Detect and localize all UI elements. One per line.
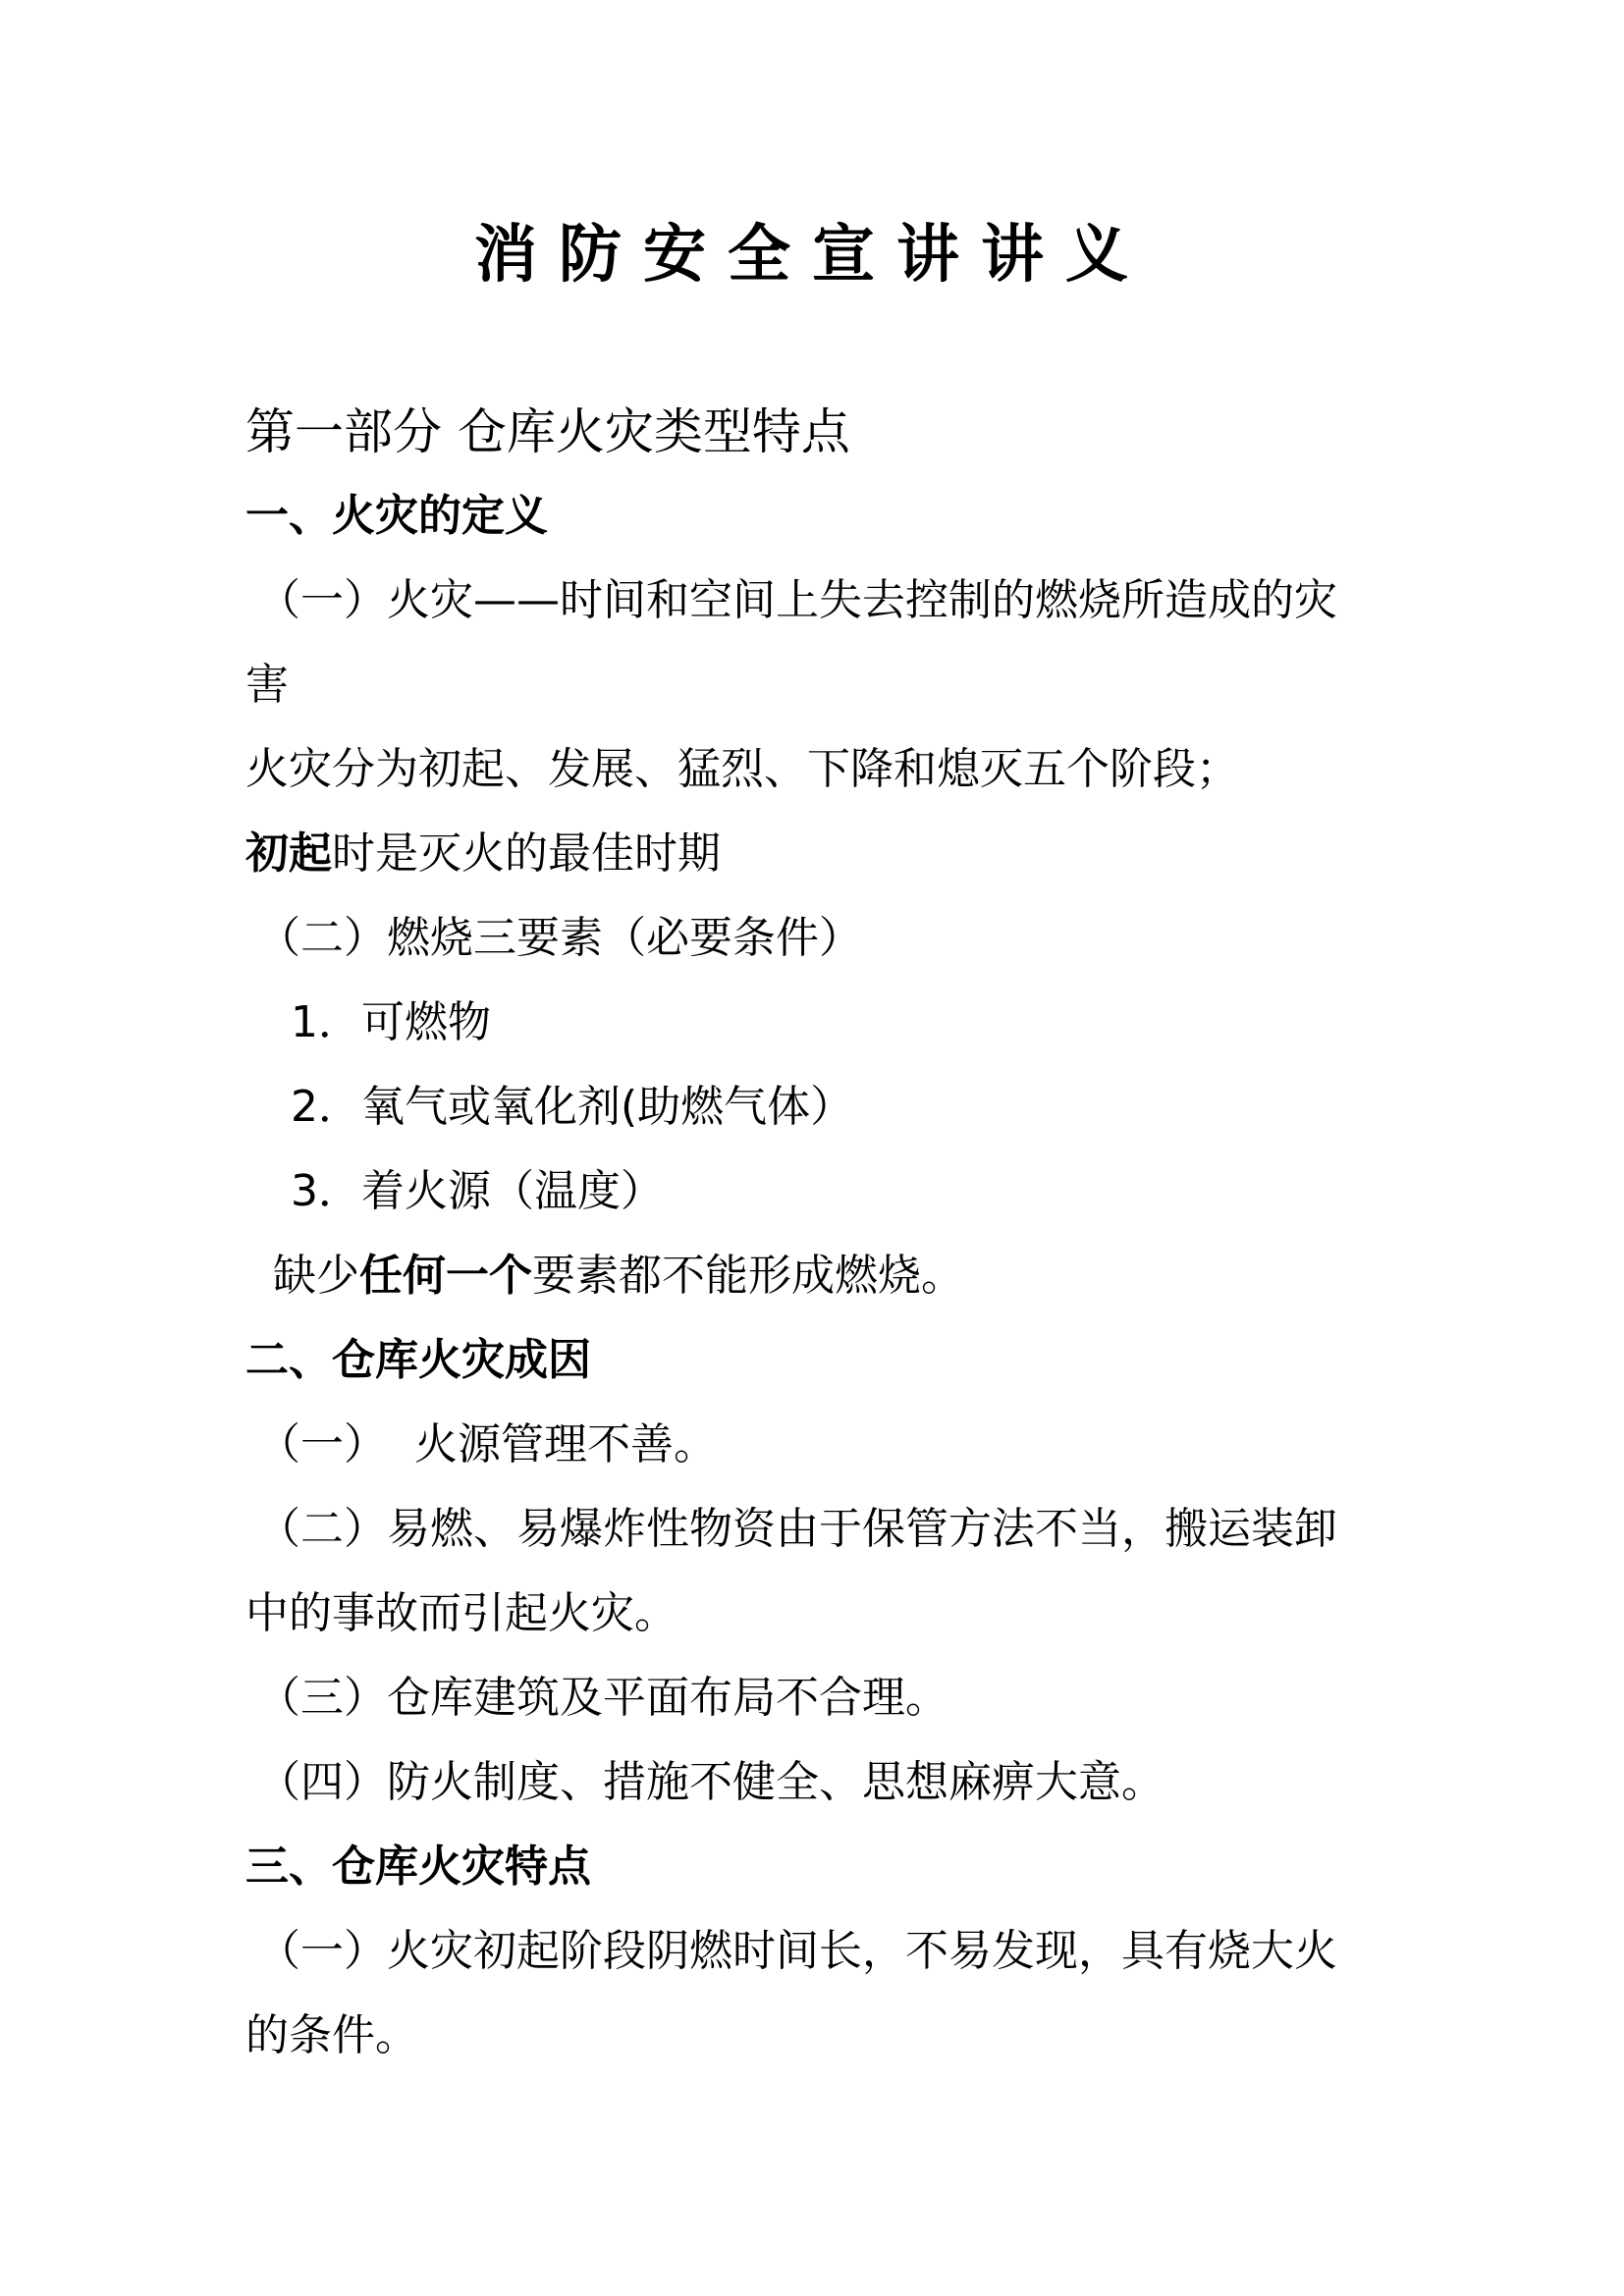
- emphasis-any-one: 任何一个: [359, 1251, 532, 1301]
- paragraph-fire-definition-line2: 害: [245, 660, 289, 710]
- document-title: 消防安全宣讲讲义: [474, 219, 1150, 292]
- section-heading-characteristics: 三、仓库火灾特点: [245, 1842, 591, 1892]
- paragraph-best-period-text: 时是灭火的最佳时期: [332, 828, 721, 879]
- paragraph-fire-stages: 火灾分为初起、发展、猛烈、下降和熄灭五个阶段；: [245, 744, 1239, 794]
- missing-element-post: 要素都不能形成燃烧。: [532, 1251, 964, 1301]
- paragraph-missing-element: [273, 1247, 1412, 1306]
- missing-element-pre: 缺少: [273, 1251, 359, 1301]
- paragraph-fire-definition-line1: （一）火灾——时间和空间上失去控制的燃烧所造成的灾: [257, 575, 1337, 625]
- section-heading-definition: 一、火灾的定义: [245, 491, 548, 541]
- paragraph-characteristic-1-line2: 的条件。: [245, 2010, 418, 2060]
- emphasis-initial: 初起: [245, 828, 332, 879]
- part-heading: 第一部分 仓库火灾类型特点: [245, 403, 850, 460]
- paragraph-best-period: [245, 825, 1384, 883]
- list-item-oxidizer: 2．氧气或氧化剂(助燃气体）: [291, 1082, 854, 1132]
- paragraph-cause-1: （一） 火源管理不善。: [257, 1419, 717, 1469]
- paragraph-characteristic-1-line1: （一）火灾初起阶段阴燃时间长，不易发现，具有烧大火: [257, 1926, 1337, 1976]
- paragraph-cause-3: （三）仓库建筑及平面布局不合理。: [257, 1673, 948, 1723]
- list-item-ignition: 3．着火源（温度）: [291, 1166, 664, 1216]
- paragraph-cause-4: （四）防火制度、措施不健全、思想麻痹大意。: [257, 1757, 1164, 1807]
- list-item-combustible: 1．可燃物: [291, 997, 491, 1047]
- paragraph-combustion-elements: （二）燃烧三要素（必要条件）: [257, 913, 862, 963]
- section-heading-causes: 二、仓库火灾成因: [245, 1335, 591, 1385]
- paragraph-cause-2-line2: 中的事故而引起火灾。: [245, 1588, 677, 1638]
- paragraph-cause-2-line1: （二）易燃、易爆炸性物资由于保管方法不当，搬运装卸: [257, 1504, 1337, 1554]
